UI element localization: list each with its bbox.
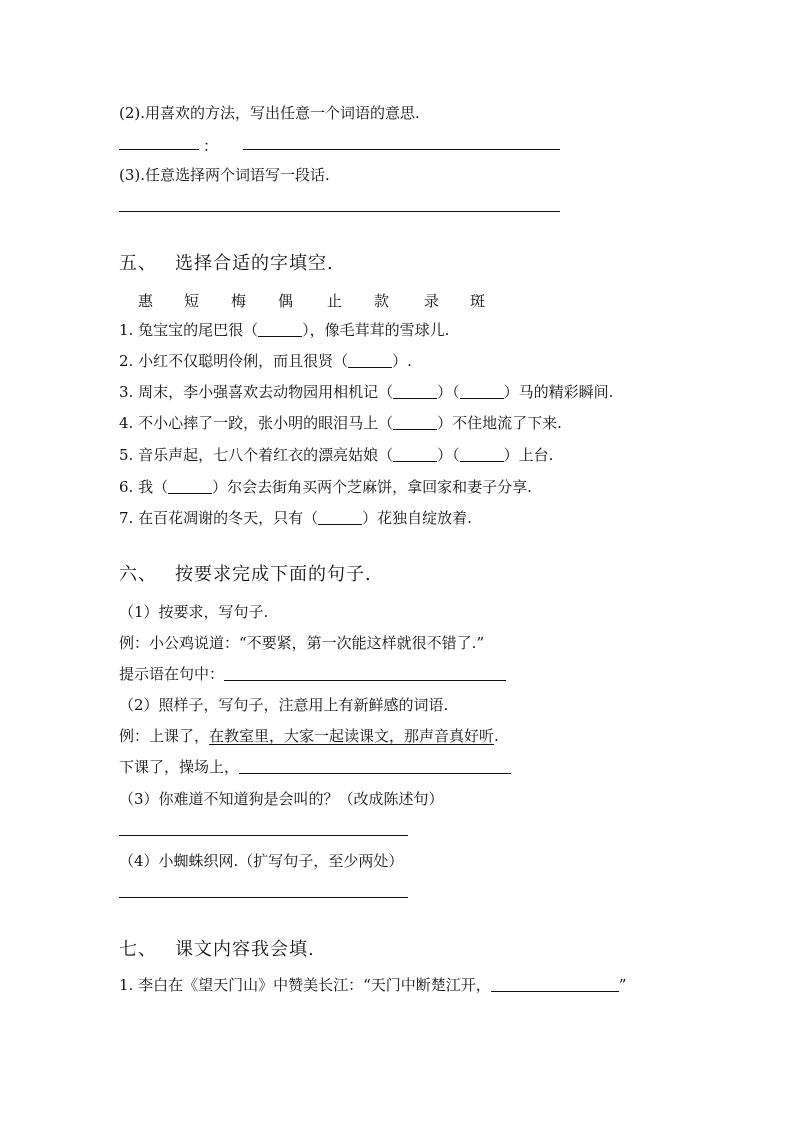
item-text: ）上台. xyxy=(503,446,554,464)
item-text: 1. 李白在《望天门山》中赞美长江：“天门中断楚江开， xyxy=(119,976,491,994)
item-text: ）不住地流了下来. xyxy=(437,414,562,432)
fill-item-7 xyxy=(119,508,472,528)
fill-blank[interactable] xyxy=(460,445,504,462)
item-text: ）（ xyxy=(437,383,460,401)
fill-blank[interactable] xyxy=(168,477,212,494)
item-text: 5. 音乐声起，七八个着红衣的漂亮姑娘（ xyxy=(119,446,394,464)
fill-item-2 xyxy=(119,351,412,371)
item-text: 3. 周末，李小强喜欢去动物园用相机记（ xyxy=(119,383,394,401)
item-text: 7. 在百花凋谢的冬天，只有（ xyxy=(119,509,319,527)
item-text: ）（ xyxy=(437,446,460,464)
section-6-heading xyxy=(119,565,372,585)
fill-item-poem xyxy=(119,975,626,995)
fill-blank[interactable] xyxy=(348,351,392,368)
fill-item-5 xyxy=(119,445,553,465)
item-text: ）尔会去街角买两个芝麻饼，拿回家和妻子分享. xyxy=(212,478,532,496)
char-option: 惠 xyxy=(138,292,154,310)
char-option: 偶 xyxy=(278,292,294,310)
item-text: ” xyxy=(618,976,627,994)
example-text: 例：上课了， xyxy=(119,727,210,745)
fill-blank[interactable] xyxy=(393,445,437,462)
answer-blank[interactable] xyxy=(239,757,511,774)
prompt-text: 下课了，操场上， xyxy=(119,758,240,776)
char-option: 款 xyxy=(374,292,390,310)
underlined-example: 在教室里，大家一起读课文，那声音真好听 xyxy=(209,727,495,745)
section-number: 七、 xyxy=(119,939,157,960)
example-text: . xyxy=(494,727,499,745)
char-option: 录 xyxy=(424,292,440,310)
item-text: 2. 小红不仅聪明伶俐，而且很贤（ xyxy=(119,352,349,370)
item-text: 4. 不小心摔了一跤，张小明的眼泪马上（ xyxy=(119,414,394,432)
item-text: 6. 我（ xyxy=(119,478,169,496)
hint-prompt xyxy=(119,664,506,684)
answer-blank-word[interactable] xyxy=(119,149,199,150)
question-4-2: (2).用喜欢的方法，写出任意一个词语的意思. xyxy=(119,104,420,122)
section-5-heading xyxy=(119,254,334,274)
example-sentence-1: 例：小公鸡说道：“不要紧，第一次能这样就很不错了.” xyxy=(119,634,485,652)
sub-question-4: （4）小蜘蛛织网.（扩写句子，至少两处） xyxy=(119,852,404,870)
fill-blank[interactable] xyxy=(491,975,619,992)
item-text: ），像毛茸茸的雪球儿. xyxy=(302,321,450,339)
fill-blank[interactable] xyxy=(318,508,362,525)
sub-question-3: （3）你难道不知道狗是会叫的？（改成陈述句） xyxy=(119,790,444,808)
item-text: 1. 兔宝宝的尾巴很（ xyxy=(119,321,259,339)
answer-blank[interactable] xyxy=(119,897,408,898)
question-4-3: (3).任意选择两个词语写一段话. xyxy=(119,166,330,184)
item-text: ）. xyxy=(392,352,412,370)
section-number: 五、 xyxy=(119,253,157,274)
prompt-text: 提示语在句中： xyxy=(119,665,225,683)
char-option: 梅 xyxy=(231,292,247,310)
section-title: 选择合适的字填空. xyxy=(175,253,334,274)
fill-item-6 xyxy=(119,477,532,497)
fill-sentence xyxy=(119,757,511,777)
colon: ： xyxy=(203,137,219,155)
fill-blank[interactable] xyxy=(393,413,437,430)
item-text: ）马的精彩瞬间. xyxy=(503,383,614,401)
char-option: 短 xyxy=(184,292,200,310)
answer-blank[interactable] xyxy=(224,664,506,681)
fill-item-4 xyxy=(119,413,562,433)
char-option: 斑 xyxy=(470,292,486,310)
char-option: 止 xyxy=(327,292,343,310)
answer-blank[interactable] xyxy=(119,835,408,836)
answer-blank-paragraph[interactable] xyxy=(119,211,560,212)
fill-item-1 xyxy=(119,320,449,340)
section-title: 按要求完成下面的句子. xyxy=(175,564,372,585)
sub-question-1: （1）按要求，写句子. xyxy=(119,603,269,621)
item-text: ）花独自绽放着. xyxy=(362,509,472,527)
section-7-heading xyxy=(119,940,315,960)
fill-blank[interactable] xyxy=(393,382,437,399)
fill-blank[interactable] xyxy=(258,320,302,337)
sub-question-2: （2）照样子，写句子，注意用上有新鲜感的词语. xyxy=(119,696,449,714)
answer-blank-meaning[interactable] xyxy=(243,149,560,150)
fill-item-3 xyxy=(119,382,613,402)
fill-blank[interactable] xyxy=(460,382,504,399)
section-title: 课文内容我会填. xyxy=(175,939,315,960)
example-sentence-2 xyxy=(119,726,499,746)
section-number: 六、 xyxy=(119,564,157,585)
